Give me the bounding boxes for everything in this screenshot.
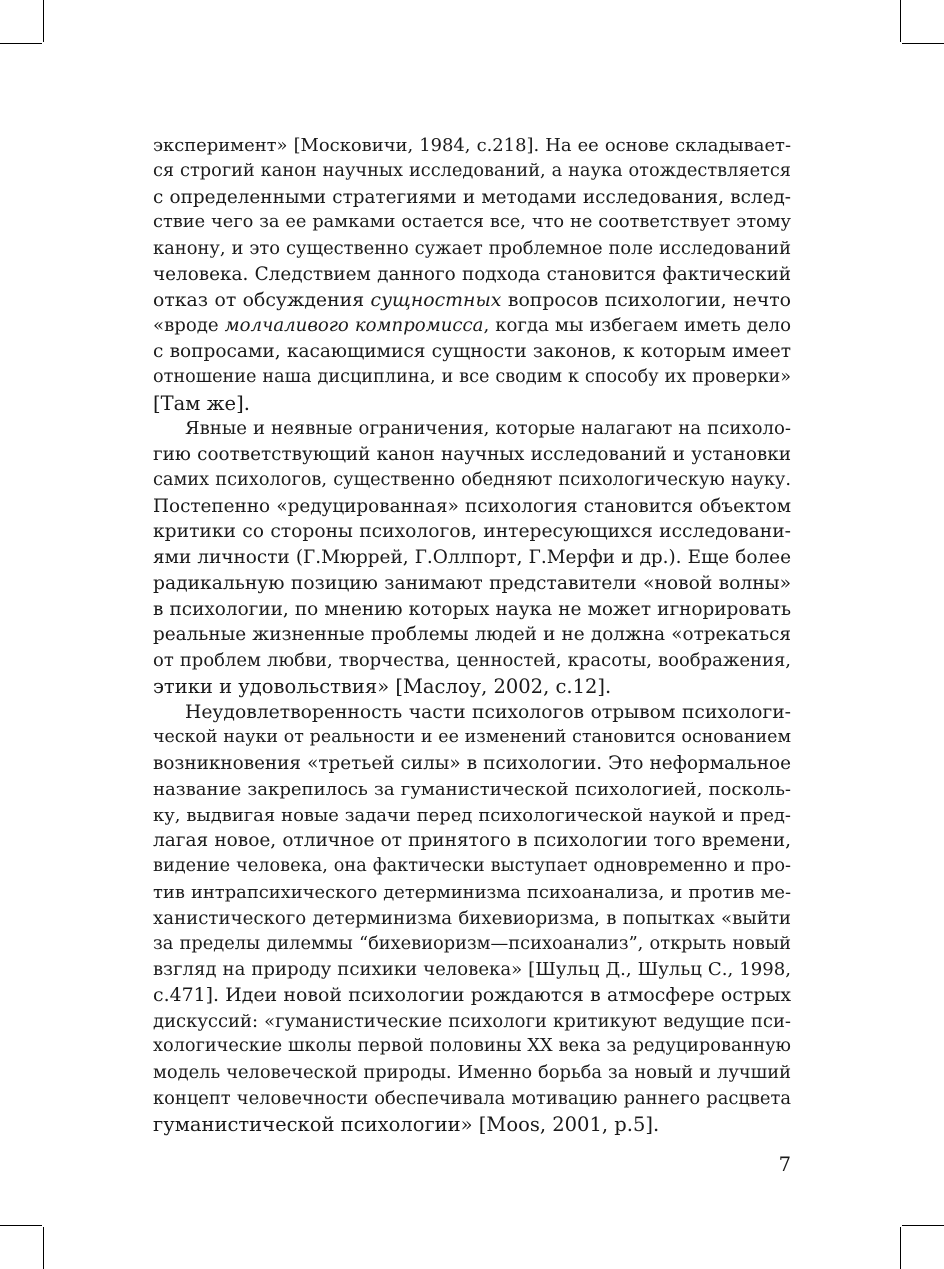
text-line: с.471]. Идеи новой психологии рождаются в атмосфере острых <box>153 983 791 1006</box>
text-line: самих психологов, существенно обедняют психологическую науку. <box>153 469 791 490</box>
crop-mark-top-right-horizontal <box>902 43 944 44</box>
crop-mark-bottom-right-vertical <box>900 1227 901 1269</box>
paragraph <box>153 700 791 1138</box>
text-line: хологические школы первой половины XX века за редуцированную <box>153 1036 791 1057</box>
text-line: гию соответствующий канон научных исследований и установки <box>153 444 791 465</box>
text-line: ся строгий канон научных исследований, а наука отождествляется <box>153 160 791 181</box>
text-run: , когда мы избегаем иметь дело <box>483 315 791 337</box>
text-line: за пределы дилеммы “бихевиоризм—психоанализ”, открыть новый <box>153 933 791 955</box>
text-line <box>153 288 791 314</box>
text-line: гуманистической психологии» [Moos, 2001, p.5]. <box>153 1112 660 1136</box>
crop-mark-bottom-right-horizontal <box>902 1225 944 1226</box>
text-line: Постепенно «редуцированная» психология становится объектом <box>153 495 791 517</box>
text-line: Неудовлетворенность части психологов отрывом психологи- <box>185 701 791 723</box>
text-line: название закрепилось за гуманистической психологией, посколь- <box>153 778 791 800</box>
text-line: ческой науки от реальности и ее изменений становится основанием <box>153 727 791 748</box>
text-line: реальные жизненные проблемы людей и не должна «отрекаться <box>153 624 791 646</box>
text-line: от проблем любви, творчества, ценностей, красоты, воображения, <box>153 650 791 671</box>
text-line: ями личности (Г.Мюррей, Г.Оллпорт, Г.Мерфи и др.). Еще более <box>153 547 791 568</box>
text-line: видение человека, она фактически выступает одновременно и про- <box>153 856 791 876</box>
text-line: [Там же]. <box>153 391 250 415</box>
text-line: канону, и это существенно сужает проблемное поле исследований <box>153 238 791 259</box>
text-line: этики и удовольствия» [Маслоу, 2002, с.12]. <box>153 674 612 698</box>
crop-mark-bottom-left-horizontal <box>0 1225 42 1226</box>
paragraph <box>153 416 791 699</box>
text-line: дискуссий: «гуманистические психологи критикуют ведущие пси- <box>153 1010 791 1032</box>
crop-mark-top-left-horizontal <box>0 43 42 44</box>
text-run: вопросов психологии, нечто <box>501 289 791 311</box>
text-line: с определенными стратегиями и методами исследования, вслед- <box>153 186 791 208</box>
text-line: Явные и неявные ограничения, которые налагают на психоло- <box>185 418 791 440</box>
text-line: человека. Следствием данного подхода становится фактический <box>153 263 791 285</box>
text-line: возникновения «третьей силы» в психологии. Это неформальное <box>153 753 791 774</box>
text-line: в психологии, по мнению которых наука не может игнорировать <box>153 598 791 620</box>
text-line: тив интрапсихического детерминизма психоанализа, и против ме- <box>153 881 791 903</box>
text-line: ку, выдвигая новые задачи перед психологической наукой и пред- <box>153 804 791 826</box>
text-line: концепт человечности обеспечивала мотивацию раннего расцвета <box>153 1087 791 1109</box>
page-number: 7 <box>778 1153 791 1176</box>
text-line: взгляд на природу психики человека» [Шульц Д., Шульц С., 1998, <box>153 959 791 980</box>
text-line: эксперимент» [Московичи, 1984, с.218]. На ее основе складывает- <box>153 135 791 156</box>
crop-mark-bottom-left-vertical <box>43 1227 44 1269</box>
text-line: отношение наша дисциплина, и все сводим к способу их проверки» <box>153 366 791 387</box>
text-run: «вроде <box>153 315 225 337</box>
text-line: критики со стороны психологов, интересующихся исследовани- <box>153 521 791 543</box>
text-run: отказ от обсуждения <box>153 289 371 311</box>
text-line: модель человеческой природы. Именно борьба за новый и лучший <box>153 1062 791 1083</box>
text-line: ствие чего за ее рамками остается все, что не соответствует этому <box>153 212 791 233</box>
crop-mark-top-right-vertical <box>900 0 901 42</box>
text-line: лагая новое, отличное от принятого в психологии того времени, <box>153 830 791 852</box>
body-text <box>153 133 791 1137</box>
text-line <box>153 313 791 339</box>
italic-term: молчаливого компромисса <box>224 315 484 337</box>
crop-mark-top-left-vertical <box>43 0 44 42</box>
text-line: радикальную позицию занимают представители «новой волны» <box>153 572 791 594</box>
paragraph <box>153 133 791 416</box>
text-line: с вопросами, касающимися сущности законов, к которым имеет <box>153 341 791 362</box>
text-line: ханистического детерминизма бихевиоризма, в попытках «выйти <box>153 907 791 929</box>
italic-term: сущностных <box>370 289 502 311</box>
